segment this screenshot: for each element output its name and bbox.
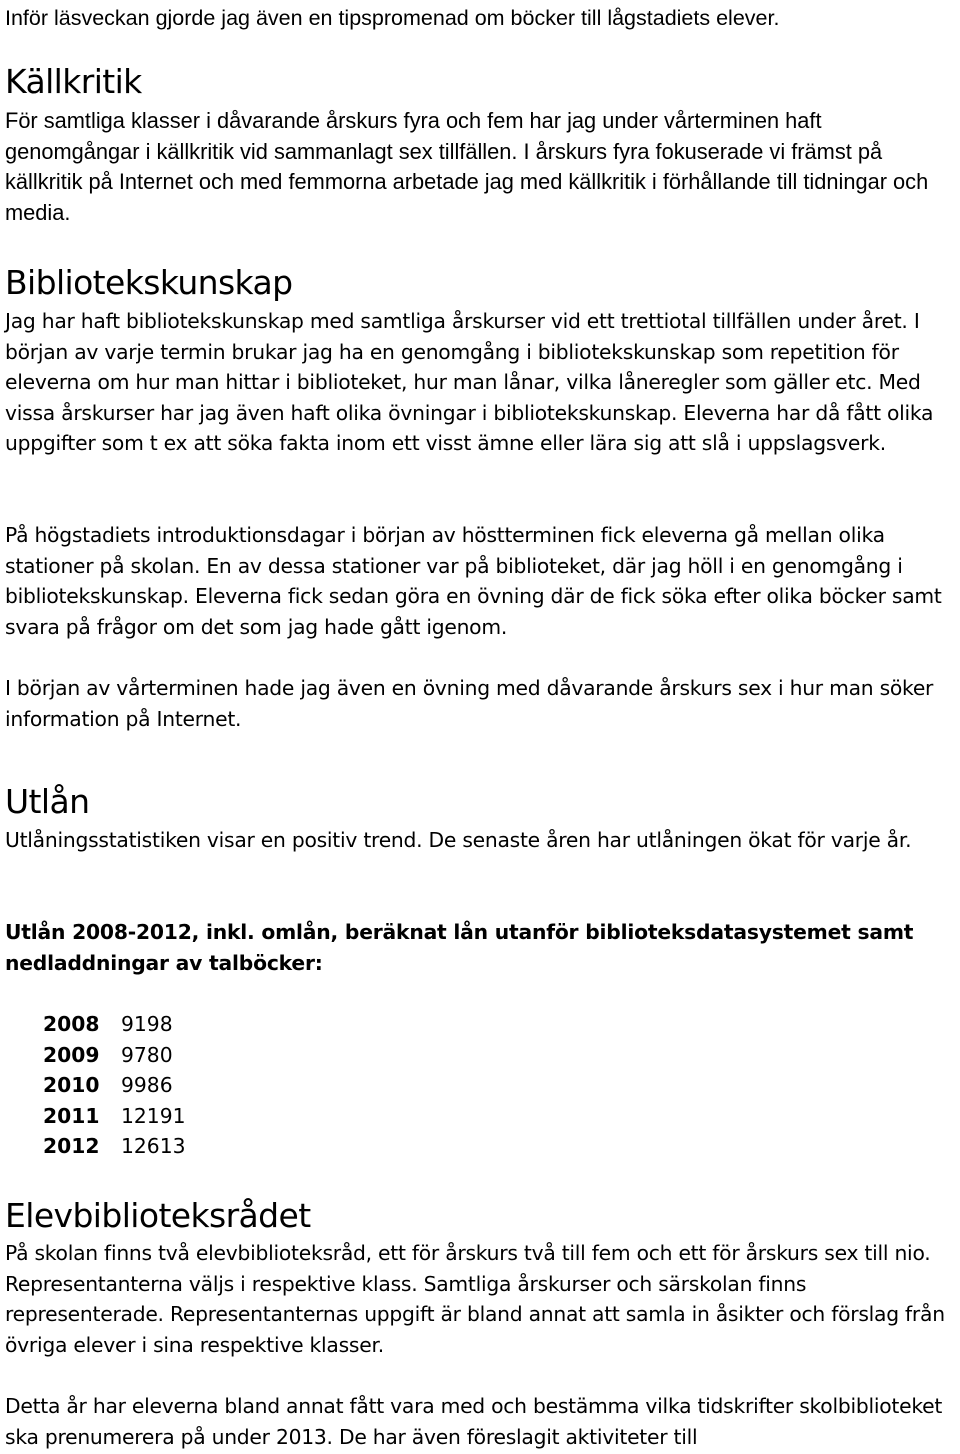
bibliotekskunskap-paragraph-1: Jag har haft bibliotekskunskap med samtliga årskurser vid ett trettiotal tillfällen under året. I början av varje termin brukar jag ha en genomgång i bibliotekskunskap som repetition för eleverna om hur man hittar i biblioteket, hur man lånar, vilka låneregler som gäller etc. Med vissa årskurser har jag även haft olika övningar i bibliotekskunskap. Eleverna har då fått olika uppgifter som t ex att söka fakta inom ett visst ämne eller lära sig att slå i uppslagsverk. (5, 309, 934, 456)
bibliotekskunskap-paragraph-3: I början av vårterminen hade jag även en övning med dåvarande årskurs sex i hur man söker information på Internet. (5, 676, 934, 731)
heading-elevbiblioteksradet: Elevbiblioteksrådet (5, 1196, 311, 1235)
kallkritik-paragraph: För samtliga klasser i dåvarande årskurs fyra och fem har jag under vårterminen haft genomgångar i källkritik vid sammanlagt sex tillfällen. I årskurs fyra fokuserade vi främst på källkritik på Internet och med femmorna arbetade jag med källkritik i förhållande till tidningar och media. (5, 108, 929, 225)
stats-year: 2012 (43, 1134, 100, 1159)
stats-value: 12613 (121, 1134, 186, 1159)
elevbiblioteksradet-paragraph-1: På skolan finns två elevbiblioteksråd, ett för årskurs två till fem och ett för årskurs sex till nio. Representanterna väljs i respektive klass. Samtliga årskurser och särskolan finns representerade. Representanternas uppgift är bland annat att samla in åsikter och förslag från övriga elever i sina respektive klasser. (5, 1241, 945, 1357)
stats-value: 9198 (121, 1012, 173, 1036)
heading-bibliotekskunskap: Bibliotekskunskap (5, 263, 293, 302)
stats-value: 12191 (121, 1103, 186, 1128)
stats-year: 2010 (43, 1073, 100, 1098)
stats-row (43, 1131, 186, 1162)
stats-year: 2008 (43, 1012, 100, 1036)
heading-kallkritik: Källkritik (5, 62, 142, 101)
utlan-paragraph: Utlåningsstatistiken visar en positiv trend. De senaste åren har utlåningen ökat för varje år. (5, 828, 912, 852)
stats-row (43, 1070, 186, 1101)
stats-value: 9780 (121, 1042, 173, 1067)
stats-value: 9986 (121, 1073, 173, 1098)
stats-year: 2009 (43, 1042, 100, 1067)
stats-year: 2011 (43, 1103, 100, 1128)
stats-row (43, 1101, 186, 1132)
stats-row (43, 1040, 186, 1071)
utlan-stats-table (43, 1009, 186, 1162)
heading-utlan: Utlån (5, 782, 90, 821)
bibliotekskunskap-paragraph-2: På högstadiets introduktionsdagar i början av höstterminen fick eleverna gå mellan olika stationer på skolan. En av dessa stationer var på biblioteket, där jag höll i en genomgång i bibliotekskunskap. Eleverna fick sedan göra en övning där de fick söka efter olika böcker samt svara på frågor om det som jag hade gått igenom. (5, 523, 942, 639)
utlan-stats-title: Utlån 2008-2012, inkl. omlån, beräknat lån utanför biblioteksdatasystemet samt nedladdningar av talböcker: (5, 920, 914, 975)
intro-paragraph: Inför läsveckan gjorde jag även en tipspromenad om böcker till lågstadiets elever. (5, 6, 780, 30)
stats-row (43, 1009, 186, 1040)
elevbiblioteksradet-paragraph-2: Detta år har eleverna bland annat fått vara med och bestämma vilka tidskrifter skolbiblioteket ska prenumerera på under 2013. De har även föreslagit aktiviteter till (5, 1394, 943, 1449)
